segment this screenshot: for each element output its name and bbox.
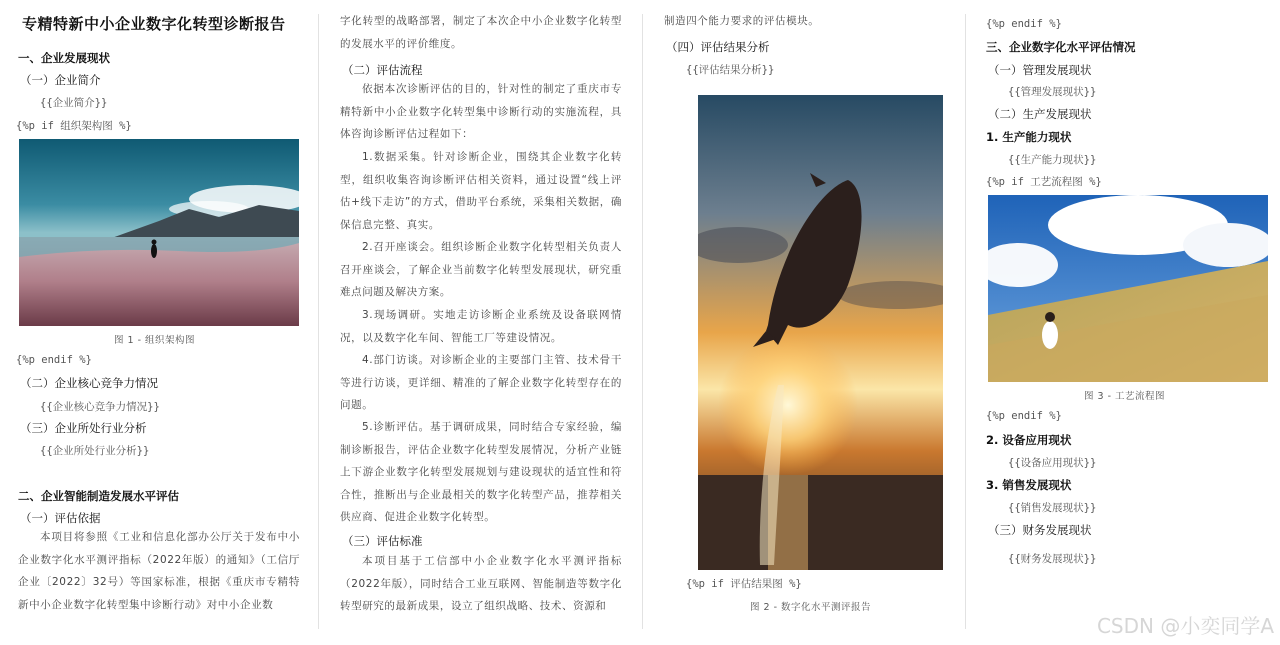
template-if-tag: {%p if 评估结果图 %}	[686, 578, 802, 590]
section-heading: 二、企业智能制造发展水平评估	[18, 489, 179, 503]
template-placeholder: {{评估结果分析}}	[686, 64, 775, 76]
process-step: 3.现场调研。实地走访诊断企业系统及设备联网情况，以及数字化车间、智能工厂等建设情况。	[340, 309, 622, 344]
process-step: 4.部门访谈。对诊断企业的主要部门主管、技术骨干等进行访谈，更详细、精准的了解企业数字化转型存在的问题。	[340, 354, 622, 412]
csdn-watermark: CSDN @小奕同学A	[1096, 614, 1274, 638]
org-chart-image	[19, 139, 299, 326]
process-step: 5.诊断评估。基于调研成果，同时结合专家经验，编制诊断报告，评估企业数字化转型发展情况，分析产业链上下游企业数字化转型发展规划与建设现状的适宜性和符合性，推断出与企业最相关的数字化转型产品，推荐相关供应商、促进企业数字化转型。	[340, 421, 622, 524]
section-heading: 三、企业数字化水平评估情况	[986, 40, 1136, 54]
sub-item-heading: 1. 生产能力现状	[986, 130, 1072, 144]
template-placeholder: {{销售发展现状}}	[1008, 502, 1097, 514]
template-placeholder: {{生产能力现状}}	[1008, 154, 1097, 166]
template-if-tag: {%p if 组织架构图 %}	[16, 120, 132, 132]
column-divider	[318, 14, 319, 629]
process-step: 1.数据采集。针对诊断企业，围绕其企业数字化转型，组织收集咨询诊断评估相关资料，通过设置“线上评估+线下走访”的方式，借助平台系统，采集相关数据，确保信息完整、真实。	[340, 151, 622, 231]
page-column-4	[984, 0, 1272, 630]
sub-item-heading: 2. 设备应用现状	[986, 433, 1072, 447]
template-if-tag: {%p if 工艺流程图 %}	[986, 176, 1102, 188]
template-placeholder: {{企业核心竞争力情况}}	[40, 401, 160, 413]
template-placeholder: {{企业所处行业分析}}	[40, 445, 150, 457]
template-placeholder: {{财务发展现状}}	[1008, 553, 1097, 565]
template-endif-tag: {%p endif %}	[986, 18, 1062, 30]
process-flow-image	[988, 195, 1268, 382]
sub-item-heading: 3. 销售发展现状	[986, 478, 1072, 492]
template-endif-tag: {%p endif %}	[16, 354, 92, 366]
body-paragraph: 本项目将参照《工业和信息化部办公厅关于发布中小企业数字化水平测评指标（2022年版）的通知》（工信厅企业〔2022〕32号）等国家标准，根据《重庆市专精特新中小企业数字化转型集中诊断行动》对中小企业数	[18, 531, 300, 611]
template-placeholder: {{管理发展现状}}	[1008, 86, 1097, 98]
subsection-heading: （一）企业简介	[20, 73, 101, 87]
subsection-heading: （二）生产发展现状	[988, 107, 1092, 121]
figure-caption: 图 3 - 工艺流程图	[1084, 391, 1166, 402]
report-title: 专精特新中小企业数字化转型诊断报告	[22, 15, 286, 33]
template-placeholder: {{设备应用现状}}	[1008, 457, 1097, 469]
template-endif-tag: {%p endif %}	[986, 410, 1062, 422]
subsection-heading: （三）财务发展现状	[988, 523, 1092, 537]
process-step: 2.召开座谈会。组织诊断企业数字化转型相关负责人召开座谈会，了解企业当前数字化转型发展现状，研究重难点问题及解决方案。	[340, 241, 622, 299]
subsection-heading: （一）评估依据	[20, 511, 101, 525]
column-divider	[965, 14, 966, 629]
subsection-heading: （二）企业核心竞争力情况	[20, 376, 158, 390]
template-placeholder: {{企业简介}}	[40, 97, 108, 109]
evaluation-result-image	[698, 95, 943, 570]
subsection-heading: （三）评估标准	[342, 534, 423, 548]
subsection-heading: （一）管理发展现状	[988, 63, 1092, 77]
subsection-heading: （三）企业所处行业分析	[20, 421, 147, 435]
body-paragraph: 本项目基于工信部中小企业数字化水平测评指标（2022年版），同时结合工业互联网、智能制造等数字化转型研究的最新成果，设立了组织战略、技术、资源和	[340, 555, 622, 613]
section-heading: 一、企业发展现状	[18, 51, 110, 65]
column-divider	[642, 14, 643, 629]
page-column-1	[16, 0, 304, 630]
page-column-3	[662, 0, 950, 630]
figure-caption: 图 1 - 组织架构图	[114, 335, 196, 346]
body-paragraph: 依据本次诊断评估的目的，针对性的制定了重庆市专精特新中小企业数字化转型集中诊断行动的实施流程，具体咨询诊断评估过程如下：	[340, 83, 622, 141]
body-paragraph: 制造四个能力要求的评估模块。	[664, 15, 820, 27]
subsection-heading: （二）评估流程	[342, 63, 423, 77]
figure-caption: 图 2 - 数字化水平测评报告	[750, 602, 872, 613]
body-paragraph: 字化转型的战略部署，制定了本次企中小企业数字化转型的发展水平的评价维度。	[340, 15, 622, 50]
page-column-2	[338, 0, 626, 630]
subsection-heading: （四）评估结果分析	[666, 40, 770, 54]
